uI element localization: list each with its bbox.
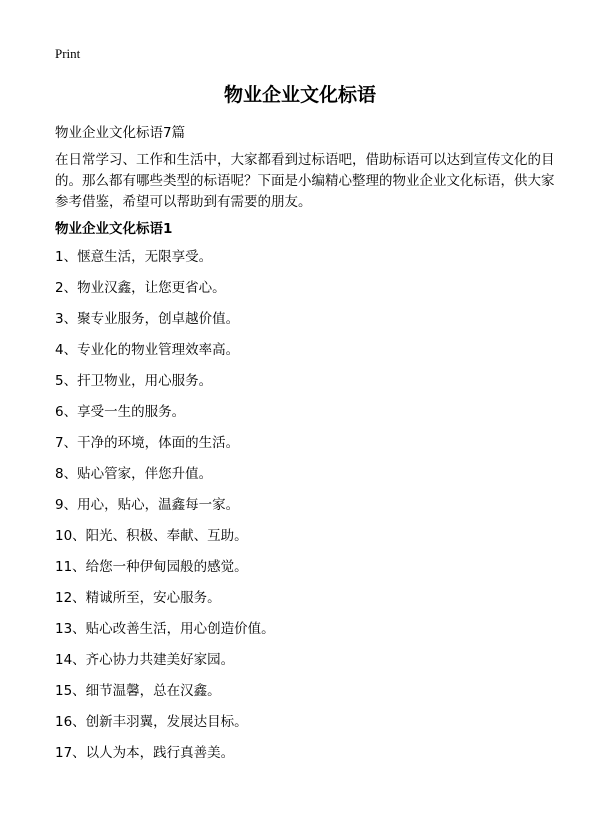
slogan-item: 4、专业化的物业管理效率高。 bbox=[55, 342, 240, 358]
slogan-list bbox=[55, 248, 275, 775]
slogan-item: 7、干净的环境，体面的生活。 bbox=[55, 435, 240, 451]
print-link[interactable]: Print bbox=[55, 46, 81, 61]
slogan-item: 17、以人为本，践行真善美。 bbox=[55, 745, 235, 761]
slogan-item: 9、用心，贴心，温鑫每一家。 bbox=[55, 497, 240, 513]
section-heading: 物业企业文化标语1 bbox=[55, 221, 173, 237]
slogan-item: 14、齐心协力共建美好家园。 bbox=[55, 652, 235, 668]
slogan-item: 15、细节温馨，总在汉鑫。 bbox=[55, 683, 221, 699]
slogan-item: 10、阳光、积极、奉献、互助。 bbox=[55, 528, 248, 544]
slogan-item: 11、给您一种伊甸园般的感觉。 bbox=[55, 559, 248, 575]
slogan-item: 16、创新丰羽翼，发展达目标。 bbox=[55, 714, 248, 730]
slogan-item: 6、享受一生的服务。 bbox=[55, 404, 186, 420]
slogan-item: 5、扞卫物业，用心服务。 bbox=[55, 373, 213, 389]
page-title: 物业企业文化标语 bbox=[223, 84, 376, 106]
slogan-item: 13、贴心改善生活，用心创造价值。 bbox=[55, 621, 275, 637]
document-subtitle: 物业企业文化标语7篇 bbox=[55, 125, 186, 141]
intro-paragraph: 在日常学习、工作和生活中，大家都看到过标语吧，借助标语可以达到宣传文化的目的。那么都有哪些类型的标语呢？下面是小编精心整理的物业企业文化标语，供大家参考借鉴，希望可以帮助到有需要的朋友。 bbox=[55, 152, 555, 210]
slogan-item: 3、聚专业服务，创卓越价值。 bbox=[55, 311, 240, 327]
slogan-item: 1、惬意生活，无限享受。 bbox=[55, 249, 213, 265]
slogan-item: 2、物业汉鑫，让您更省心。 bbox=[55, 280, 226, 296]
slogan-item: 8、贴心管家，伴您升值。 bbox=[55, 466, 213, 482]
slogan-item: 12、精诚所至，安心服务。 bbox=[55, 590, 221, 606]
